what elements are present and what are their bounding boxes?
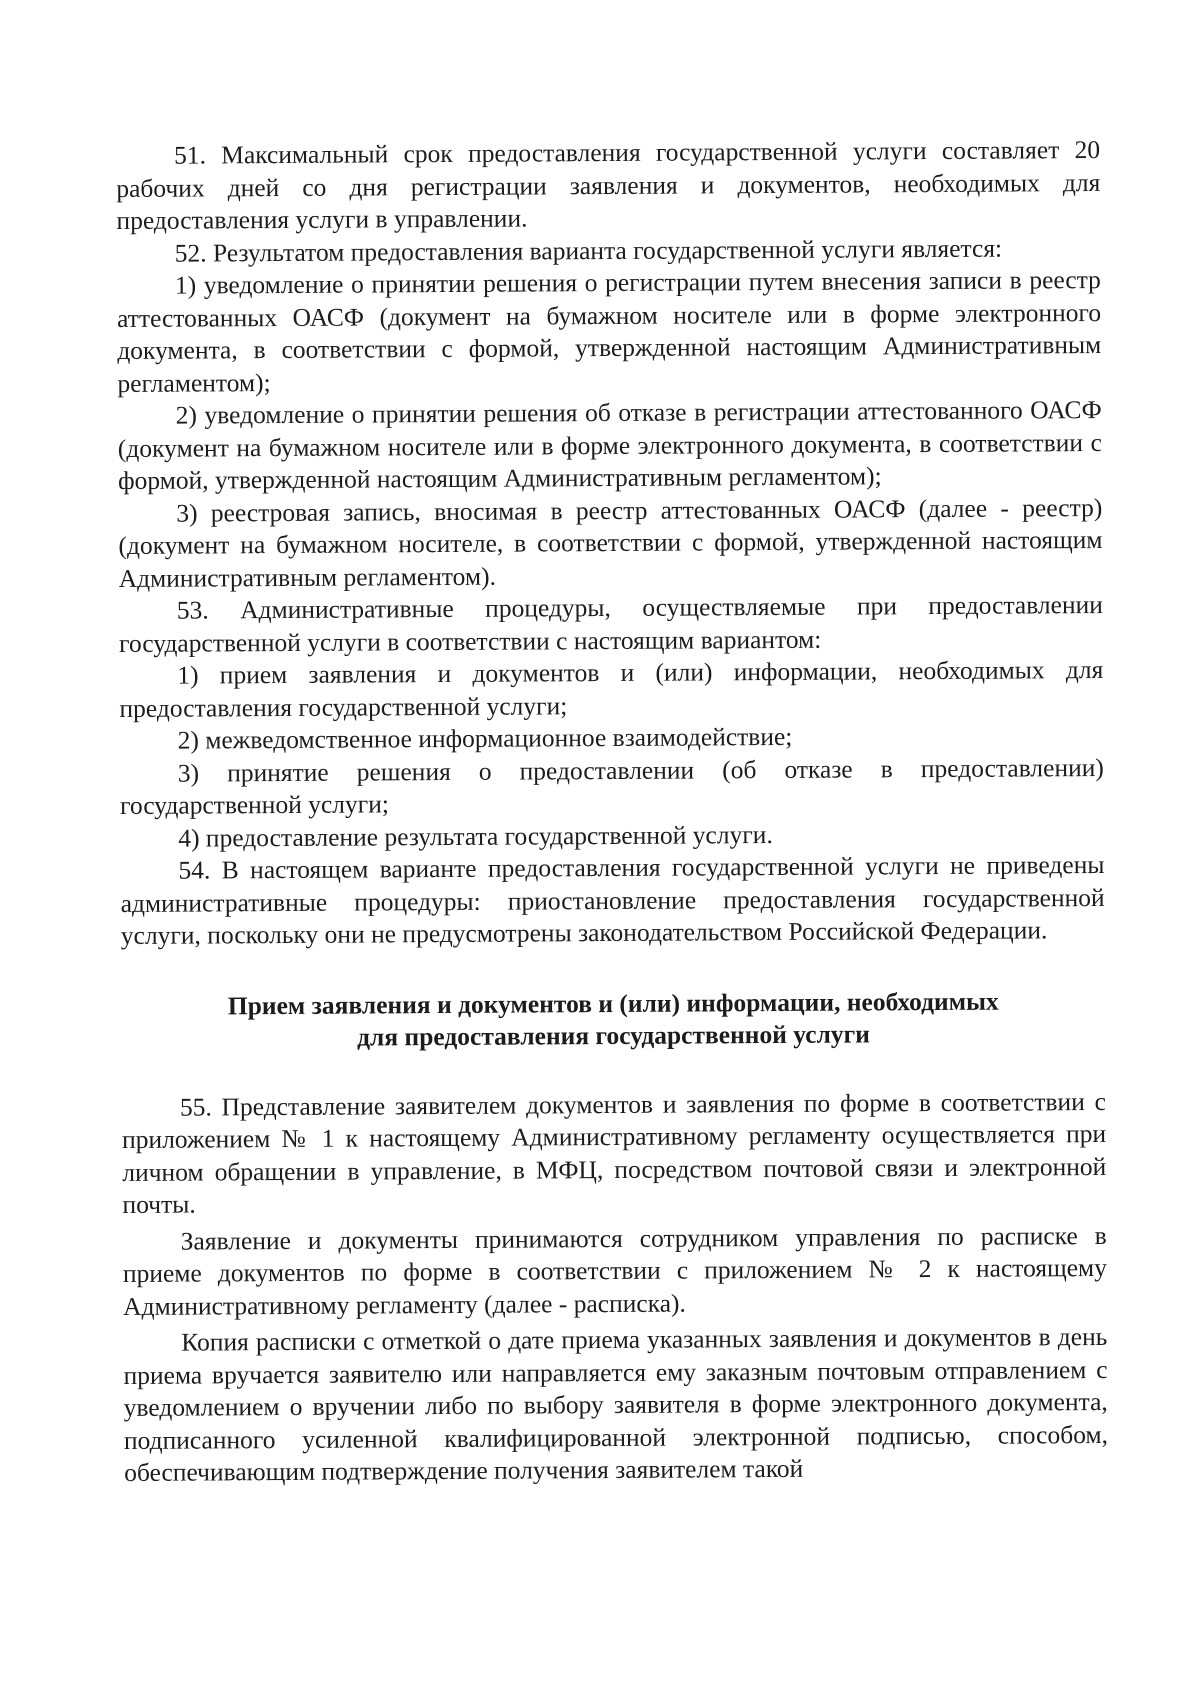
paragraph-52-item-2: 2) уведомление о принятии решения об отказе в регистрации аттестованного ОАСФ (документ на бумажном носителе или в форме электронного документа, в соответствии с формой, утвержденной настоящим Административным регламентом); [117, 394, 1102, 495]
section-heading [121, 984, 1105, 1055]
paragraph-53-item-3: 3) принятие решения о предоставлении (об отказе в предоставлении) государственной услуги; [119, 752, 1104, 820]
paragraph-receipt: Заявление и документы принимаются сотрудником управления по расписке в приеме документов по форме в соответствии с приложением № 2 к настоящему Административному регламенту (далее - расписка). [122, 1220, 1107, 1321]
paragraph-51: 51. Максимальный срок предоставления государственной услуги составляет 20 рабочих дней со дня регистрации заявления и документов, необходимых для предоставления услуги в управлении. [116, 134, 1101, 235]
paragraph-55: 55. Представление заявителем документов и заявления по форме в соответствии с приложением № 1 к настоящему Административному регламенту осуществляется при личном обращении в управление, в МФЦ, посредством почтовой связи и электронной почты. [122, 1086, 1107, 1219]
paragraph-receipt-copy: Копия расписки с отметкой о дате приема указанных заявления и документов в день приема вручается заявителю или направляется ему заказным почтовым отправлением с уведомлением о вручении либо по выбору заявителя в форме электронного документа, подписанного усиленной квалифицированной электронной подписью, способом, обеспечивающим подтверждение получения заявителем такой [123, 1321, 1109, 1487]
paragraph-53-item-4: 4) предоставление результата государственной услуги. [178, 819, 773, 853]
paragraph-53: 53. Административные процедуры, осуществляемые при предоставлении государственной услуги в соответствии с настоящим вариантом: [118, 589, 1103, 658]
paragraph-52-item-3: 3) реестровая запись, вносимая в реестр аттестованных ОАСФ (далее - реестр) (документ на бумажном носителе, в соответствии с формой, утвержденной настоящим Административным регламентом). [118, 492, 1103, 593]
paragraph-52-item-1: 1) уведомление о принятии решения о регистрации путем внесения записи в реестр аттестованных ОАСФ (документ на бумажном носителе или в форме электронного документа, в соответствии с формой, утвержденной настоящим Административным регламентом); [116, 264, 1102, 398]
document-body [116, 134, 1108, 1489]
paragraph-54: 54. В настоящем варианте предоставления государственной услуги не приведены административные процедуры: приостановление предоставления государственной услуги, поскольку они не предусмотрены законодательством Российской Федерации. [120, 849, 1105, 950]
paragraph-53-item-2: 2) межведомственное информационное взаимодействие; [177, 721, 793, 755]
paragraph-52: 52. Результатом предоставления варианта государственной услуги является: [174, 233, 1003, 268]
paragraph-53-item-1: 1) прием заявления и документов и (или) информации, необходимых для предоставления государственной услуги; [119, 654, 1104, 723]
section-heading-line-1: Прием заявления и документов и (или) информации, необходимых [227, 986, 999, 1020]
section-heading-line-2: для предоставления государственной услуги [356, 1019, 870, 1052]
